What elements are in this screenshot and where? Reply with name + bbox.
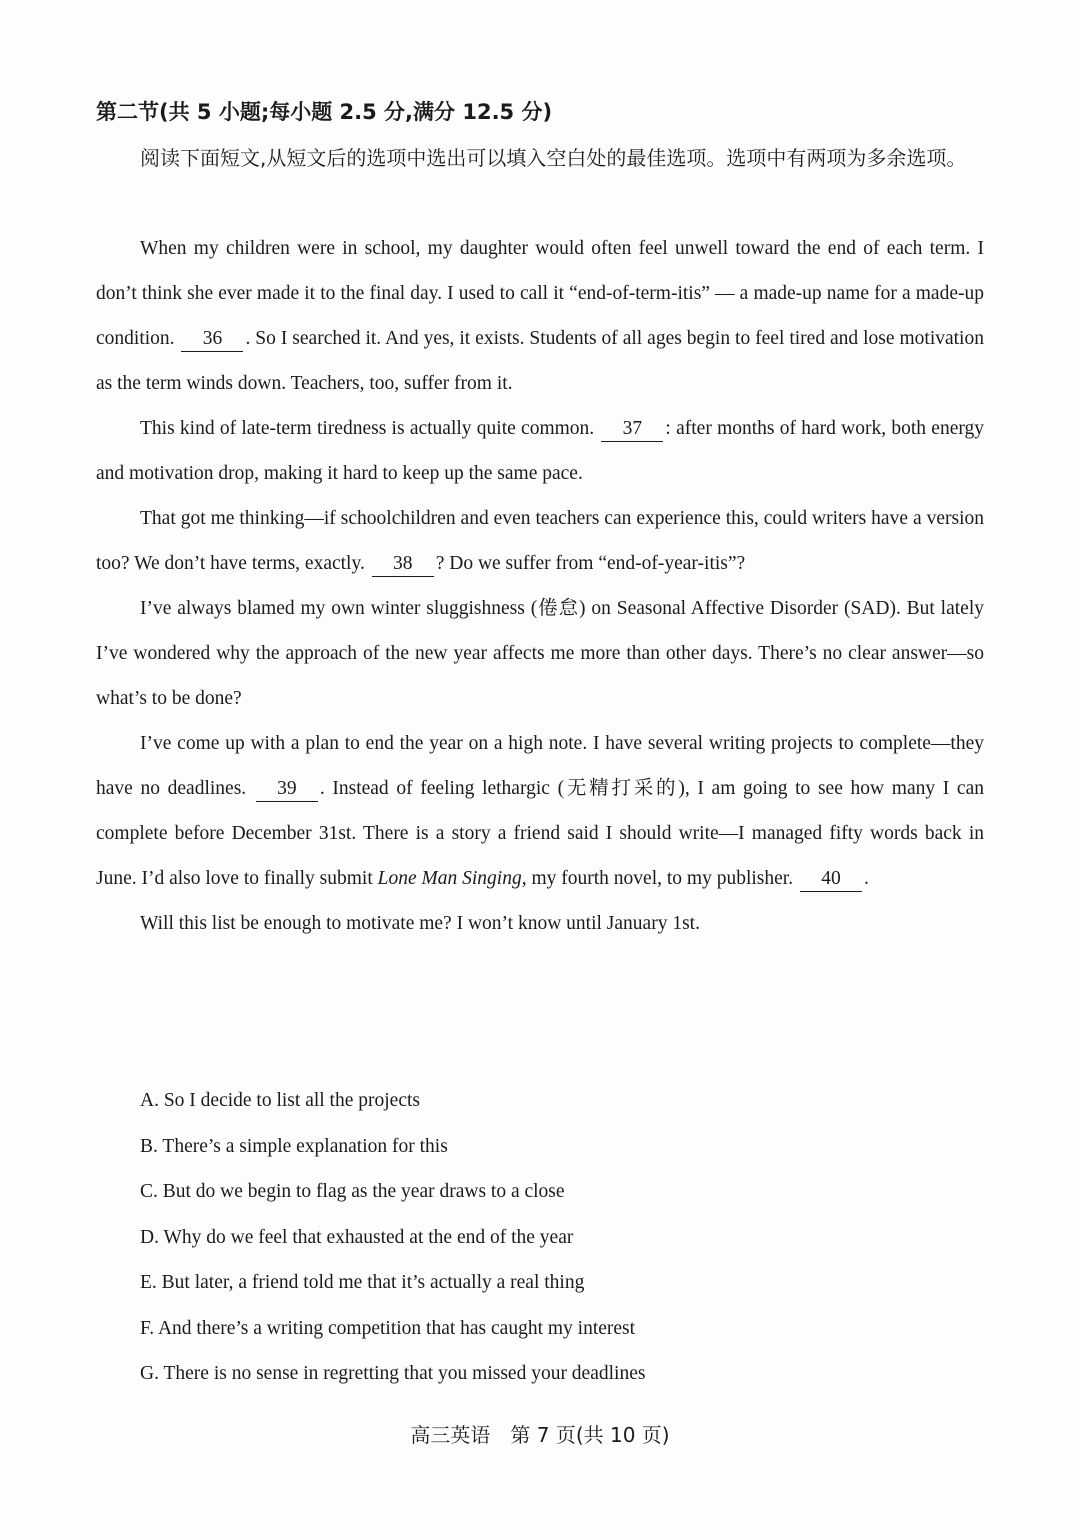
option-a: A. So I decide to list all the projects (140, 1090, 420, 1111)
paragraph-1-text-a: When my children were in school, my daughter would often feel unwell toward the end of each term. I don’t think she ever made it to the final day. I used to call it “end-of-term-itis” — a made-up name for a made-up condition. (96, 238, 984, 349)
blank-40: 40 (800, 867, 862, 892)
paragraph-2 (96, 406, 984, 496)
paragraph-1-text-b: . So I searched it. And yes, it exists. Students of all ages begin to feel tired and lose motivation as the term winds down. Teachers, too, suffer from it. (96, 328, 984, 394)
page-footer: 高三英语 第 7 页(共 10 页) (410, 1423, 670, 1447)
instructions: 阅读下面短文,从短文后的选项中选出可以填入空白处的最佳选项。选项中有两项为多余选项。 (140, 146, 967, 170)
option-g: G. There is no sense in regretting that you missed your deadlines (140, 1363, 646, 1384)
paragraph-5-text-d: . (863, 868, 869, 889)
blank-36: 36 (181, 327, 243, 352)
paragraph-1 (96, 226, 984, 406)
option-b: B. There’s a simple explanation for this (140, 1135, 448, 1157)
option-f: F. And there’s a writing competition that has caught my interest (140, 1317, 636, 1339)
paragraph-3-text-b: ? Do we suffer from “end-of-year-itis”? (435, 553, 746, 574)
paragraph-5-text-c: , my fourth novel, to my publisher. (521, 868, 798, 889)
paragraph-4: I’ve always blamed my own winter sluggishness (倦怠) on Seasonal Affective Disorder (SAD). But lately I’ve wondered why the approach of the new year affects me more than other days. There’s no clear answer—so what’s to be done? (96, 598, 984, 709)
blank-37: 37 (601, 417, 663, 442)
blank-39: 39 (256, 777, 318, 802)
option-e: E. But later, a friend told me that it’s actually a real thing (140, 1272, 585, 1293)
paragraph-5-text-b: . Instead of feeling lethargic (无精打采的), I am going to see how many I can complete before December 31st. There is a story a friend said I should write—I managed fifty words back in June. I’d also love to finally submit (96, 778, 984, 889)
paragraph-6: Will this list be enough to motivate me? I won’t know until January 1st. (140, 913, 700, 934)
paragraph-2-text-a: This kind of late-term tiredness is actually quite common. (140, 418, 600, 439)
section-title: 第二节(共 5 小题;每小题 2.5 分,满分 12.5 分) (96, 100, 553, 124)
paragraph-3 (96, 496, 984, 586)
option-c: C. But do we begin to flag as the year draws to a close (140, 1181, 565, 1202)
reading-passage (96, 226, 984, 946)
paragraph-5-text-a: I’ve come up with a plan to end the year on a high note. I have several writing projects to complete—they have no deadlines. (96, 733, 984, 799)
paragraph-5 (96, 721, 984, 901)
paragraph-3-text-a: That got me thinking—if schoolchildren and even teachers can experience this, could writers have a version too? We don’t have terms, exactly. (96, 508, 984, 574)
answer-options (140, 1078, 645, 1397)
option-d: D. Why do we feel that exhausted at the end of the year (140, 1226, 574, 1248)
blank-38: 38 (372, 552, 434, 577)
paragraph-2-text-b: : after months of hard work, both energy and motivation drop, making it hard to keep up the same pace. (96, 418, 984, 484)
novel-title: Lone Man Singing (377, 868, 522, 889)
